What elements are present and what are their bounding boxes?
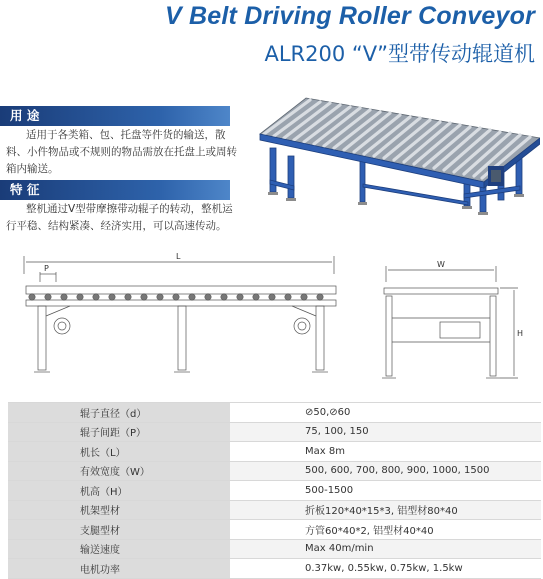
spec-row	[8, 500, 541, 520]
spec-row	[8, 461, 541, 481]
spec-value: ⊘50,⊘60	[230, 403, 541, 423]
dimension-label-p: P	[44, 264, 49, 273]
spec-value: 500-1500	[230, 481, 541, 501]
technical-drawing	[0, 244, 543, 394]
spec-key: 辊子间距（P）	[8, 422, 230, 442]
spec-value: 75, 100, 150	[230, 422, 541, 442]
spec-table	[8, 402, 541, 579]
spec-row	[8, 481, 541, 501]
spec-value: 折板120*40*15*3, 铝型材80*40	[230, 500, 541, 520]
usage-text: 适用于各类箱、包、托盘等件货的输送，散料、小件物品或不规则的物品需放在托盘上或周转箱内输送。	[6, 129, 237, 175]
spec-row	[8, 442, 541, 462]
features-heading: 特 征	[0, 180, 230, 200]
spec-key: 机架型材	[8, 500, 230, 520]
dimension-label-l: L	[176, 252, 181, 261]
spec-value: 方管60*40*2, 铝型材40*40	[230, 520, 541, 540]
dimension-label-w: W	[437, 260, 445, 269]
spec-value: Max 8m	[230, 442, 541, 462]
usage-heading: 用 途	[0, 106, 230, 126]
spec-row	[8, 403, 541, 423]
dimension-label-h: H	[517, 329, 524, 338]
spec-key: 支腿型材	[8, 520, 230, 540]
spec-row	[8, 539, 541, 559]
spec-key: 机长（L）	[8, 442, 230, 462]
page-title: V Belt Driving Roller Conveyor	[165, 2, 535, 30]
conveyor-photo	[248, 90, 540, 228]
spec-key: 有效宽度（W）	[8, 461, 230, 481]
spec-value: 0.37kw, 0.55kw, 0.75kw, 1.5kw	[230, 559, 541, 579]
spec-key: 输送速度	[8, 539, 230, 559]
spec-key: 辊子直径（d）	[8, 403, 230, 423]
spec-key: 电机功率	[8, 559, 230, 579]
spec-value: 500, 600, 700, 800, 900, 1000, 1500	[230, 461, 541, 481]
spec-value: Max 40m/min	[230, 539, 541, 559]
page-subtitle: ALR200 “V”型带传动辊道机	[264, 42, 535, 66]
spec-row	[8, 520, 541, 540]
spec-row	[8, 422, 541, 442]
spec-key: 机高（H）	[8, 481, 230, 501]
spec-row	[8, 559, 541, 579]
features-text: 整机通过V型带摩擦带动辊子的转动，整机运行平稳、结构紧凑、经济实用，可以高速传动。	[6, 203, 233, 232]
